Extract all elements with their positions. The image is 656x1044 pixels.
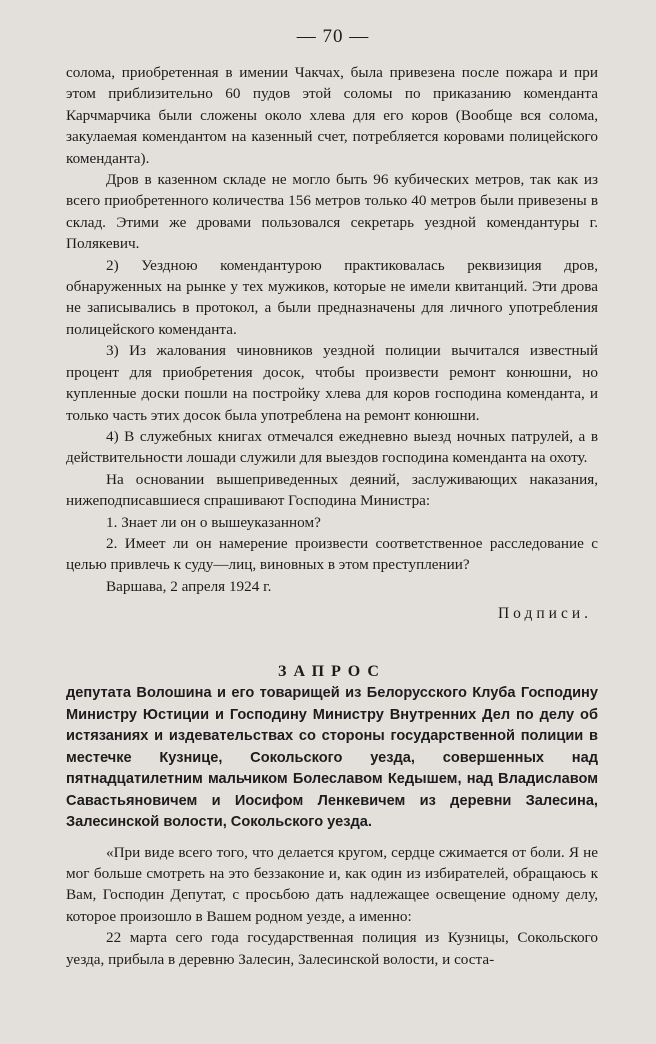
page-number: — 70 —: [296, 26, 370, 47]
paragraph: солома, приобретенная в имении Чакчах, была привезена после пожара и при этом приблизительно 60 пудов этой соломы по приказанию коменданта Карчмарчика были сложены около хлева для его коров (Вообще вся солома, закулаемая комендантом на казенный счет, потребляется коровами полицейского коменданта).: [66, 64, 598, 167]
paragraph: На основании вышеприведенных деяний, заслуживающих наказания, нижеподписавшиеся спрашивают Господина Министра:: [66, 470, 598, 510]
question-item: 2. Имеет ли он намерение произвести соответственное расследование с целью привлечь к суду—лиц, виновных в этом преступлении?: [66, 534, 598, 574]
query-subheading: депутата Волошина и его товарищей из Белорусского Клуба Господину Министру Юстиции и Господину Министру Внутренних Дел по делу об истязаниях и издевательствах со стороны государственной полиции в местечке Кузнице, Сокольского уезда, совершенных над пятнадцатилетним мальчиком Болеславом Кедышем, над Владиславом Савастьяновичем и Иосифом Ленкевичем из деревни Залесина, Залесинской волости, Сокольского уезда.: [66, 685, 598, 831]
date-line: Варшава, 2 апреля 1924 г.: [106, 577, 272, 595]
bottom-text-block: [66, 842, 598, 970]
signature: Подписи.: [497, 605, 592, 623]
paragraph: 3) Из жалования чиновников уездной полиции вычитался известный процент для приобретения досок, чтобы произвести ремонт конюшни, но купленные доски пошли на постройку хлева для коров господина коменданта, и только часть этих досок была употреблена на ремонт конюшни.: [66, 342, 598, 424]
paragraph: 22 марта сего года государственная полиция из Кузницы, Сокольского уезда, прибыла в деревню Залесин, Залесинской волости, и соста-: [66, 929, 598, 968]
paragraph: 4) В служебных книгах отмечался ежедневно выезд ночных патрулей, а в действительности лошади служили для выездов господина коменданта на охоту.: [66, 427, 598, 467]
question-item: 1. Знает ли он о вышеуказанном?: [106, 513, 321, 531]
paragraph: Дров в казенном складе не могло быть 96 кубических метров, так как из всего приобретенного количества 156 метров только 40 метров были привезены в склад. Этими же дровами пользовался секретарь уездной комендантуры г. Полякевич.: [66, 171, 598, 253]
top-text-block: [66, 62, 598, 597]
query-heading: ЗАПРОС: [278, 663, 386, 681]
paragraph: 2) Уездною комендантурою практиковалась реквизиция дров, обнаруженных на рынке у тех мужиков, которые не имели квитанций. Эти дрова не записывались в протокол, а были предназначены для личного употребления полицейского коменданта.: [66, 256, 598, 338]
paragraph: «При виде всего того, что делается кругом, сердце сжимается от боли. Я не мог больше смотреть на это беззаконие и, как один из избирателей, обращаюсь к Вам, Господин Депутат, с просьбою дать надлежащее освещение одному делу, которое произошло в Вашем родном уезде, а именно:: [66, 843, 598, 925]
